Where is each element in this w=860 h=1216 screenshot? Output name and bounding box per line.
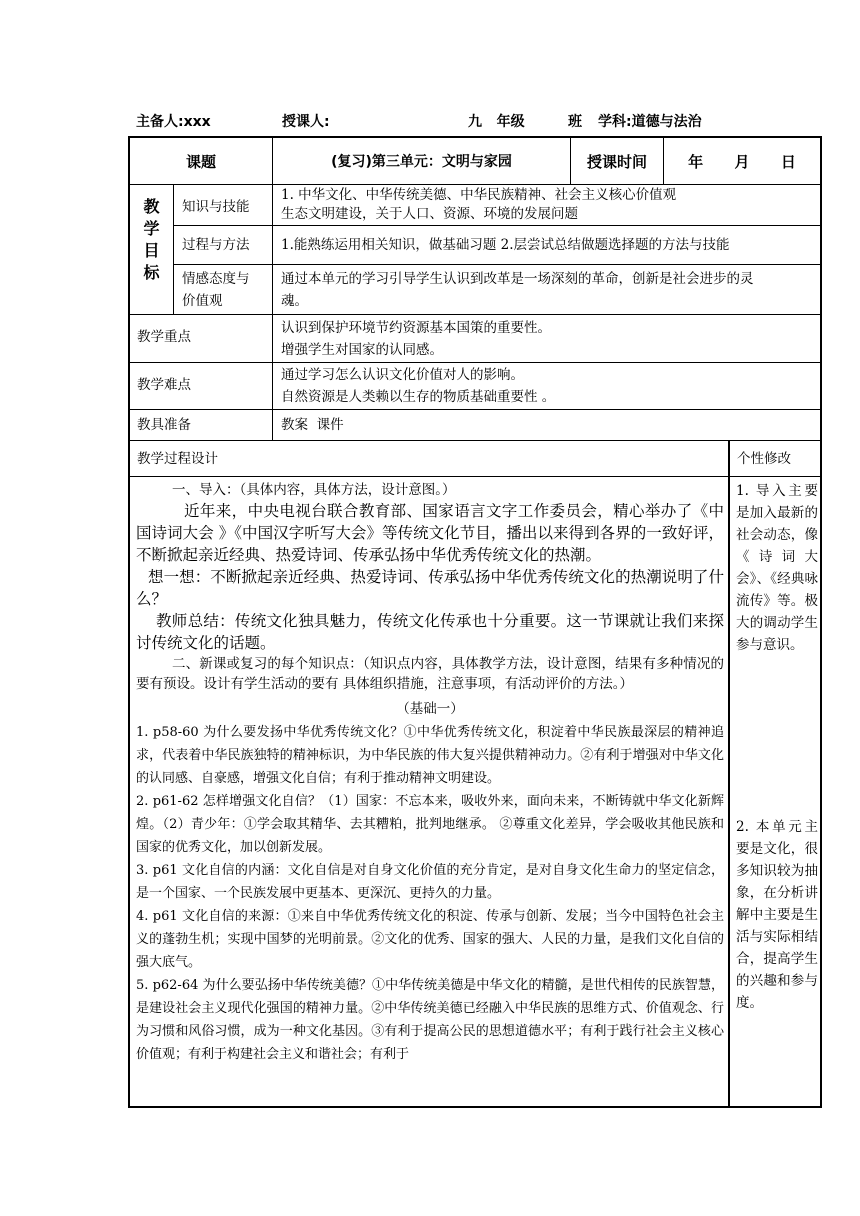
time-label: 授课时间 xyxy=(586,152,647,171)
topic-label: 课题 xyxy=(185,152,216,171)
design-label: 教学过程设计 xyxy=(137,451,218,467)
emotion-label: 情感态度与 价值观 xyxy=(182,271,250,309)
new-lesson-heading: 二、新课或复习的每个知识点：（知识点内容，具体教学方法，设计意图，结果有多种情况的要有预设。设计有学生活动的要有 具体组织措施，注意事项，有活动评价的方法。） xyxy=(136,656,724,692)
key-points-label: 教学重点 xyxy=(137,329,191,345)
knowledge-item-4: 4. p61 文化自信的来源：①来自中华优秀传统文化的积淀、传承与创新、发展；当今中国特色社会主义的蓬勃生机；实现中国梦的光明前景。②文化的优秀、国家的强大、人民的力量，是我们文化自信的强大底气。 xyxy=(136,909,724,970)
modify-label: 个性修改 xyxy=(737,451,791,467)
date-value: 年 月 日 xyxy=(688,152,796,171)
lesson-plan-table xyxy=(128,136,822,1108)
grade-label: 九 年级 xyxy=(468,114,525,130)
intro-paragraph: 近年来，中央电视台联合教育部、国家语言文字工作委员会，精心举办了《中国诗词大会 》《中国汉字听写大会》等传统文化节目，播出以来得到各界的一致好评，不断掀起亲近经典、热爱诗词、传承弘扬中华优秀传统文化的热潮。 xyxy=(136,502,724,564)
knowledge-item-5: 5. p62-64 为什么要弘扬中华传统美德？①中华传统美德是中华文化的精髓，是世代相传的民族智慧，是建设社会主义现代化强国的精神力量。②中华传统美德已经融入中华民族的思维方式、价值观念、行为习惯和风俗习惯，成为一种文化基因。③有利于提高公民的思想道德水平；有利于践行社会主义核心价值观；有利于构建社会主义和谐社会；有利于 xyxy=(136,978,724,1062)
teaching-goals-label: 教 学 目 标 xyxy=(143,197,160,282)
class-label: 班 xyxy=(568,114,582,130)
emotion-value: 通过本单元的学习引导学生认识到改革是一场深刻的革命，创新是社会进步的灵 魂。 xyxy=(281,271,754,309)
knowledge-item-3: 3. p61 文化自信的内涵：文化自信是对自身文化价值的充分肯定，是对自身文化生命力的坚定信念，是一个国家、一个民族发展中更基本、更深沉、更持久的力量。 xyxy=(136,863,724,901)
knowledge-label: 知识与技能 xyxy=(182,199,250,215)
tools-value: 教案 课件 xyxy=(281,417,344,433)
teacher-label: 授课人: xyxy=(282,114,330,130)
topic-value: (复习)第三单元：文明与家园 xyxy=(331,154,512,170)
knowledge-item-1: 1. p58-60 为什么要发扬中华优秀传统文化？①中华优秀传统文化，积淀着中华民族最深层的精神追求，代表着中华民族独特的精神标识，为中华民族的伟大复兴提供精神动力。②有利于增强对中华文化的认同感、自豪感，增强文化自信；有利于推动精神文明建设。 xyxy=(136,725,724,786)
document-header xyxy=(136,108,826,130)
knowledge-value: 1. 中华文化、中华传统美德、中华民族精神、社会主义核心价值观 生态文明建设，关于人口、资源、环境的发展问题 xyxy=(281,187,677,222)
lesson-content xyxy=(136,480,724,1104)
subject-label: 学科:道德与法治 xyxy=(598,114,702,130)
modification-note-1: 1. 导入主要是加入最新的社会动态，像《诗词大会》、《经典咏流传》等。极大的调动学生参与意识。 xyxy=(736,483,818,653)
intro-question: 想一想：不断掀起亲近经典、热爱诗词、传承弘扬中华优秀传统文化的热潮说明了什么？ xyxy=(136,568,724,608)
basics-title: （基础一） xyxy=(396,701,464,717)
intro-heading: 一、导入：（具体内容，具体方法，设计意图。） xyxy=(172,482,456,498)
process-value: 1.能熟练运用相关知识，做基础习题 2.层尝试总结做题选择题的方法与技能 xyxy=(281,237,730,253)
difficulty-value: 通过学习怎么认识文化价值对人的影响。 自然资源是人类赖以生存的物质基础重要性 。 xyxy=(281,367,556,405)
modification-note-2: 2. 本单元主要是文化，很多知识较为抽象，在分析讲解中主要是生活与实际相结合，提高学生的兴趣和参与度。 xyxy=(736,819,818,1011)
knowledge-item-2: 2. p61-62 怎样增强文化自信？（1）国家：不忘本来，吸收外来，面向未来，不断铸就中华文化新辉煌。（2）青少年：①学会取其精华、去其糟粕，批判地继承。 ②尊重文化差异，学会吸收其他民族和国家的优秀文化，加以创新发展。 xyxy=(136,794,724,855)
difficulty-label: 教学难点 xyxy=(137,377,191,393)
preparer-label: 主备人:xxx xyxy=(136,114,211,130)
key-points-value: 认识到保护环境节约资源基本国策的重要性。 增强学生对国家的认同感。 xyxy=(281,320,551,358)
tools-label: 教具准备 xyxy=(137,417,191,433)
intro-summary: 教师总结：传统文化独具魅力，传统文化传承也十分重要。这一节课就让我们来探讨传统文化的话题。 xyxy=(136,612,724,652)
process-label: 过程与方法 xyxy=(182,237,250,253)
